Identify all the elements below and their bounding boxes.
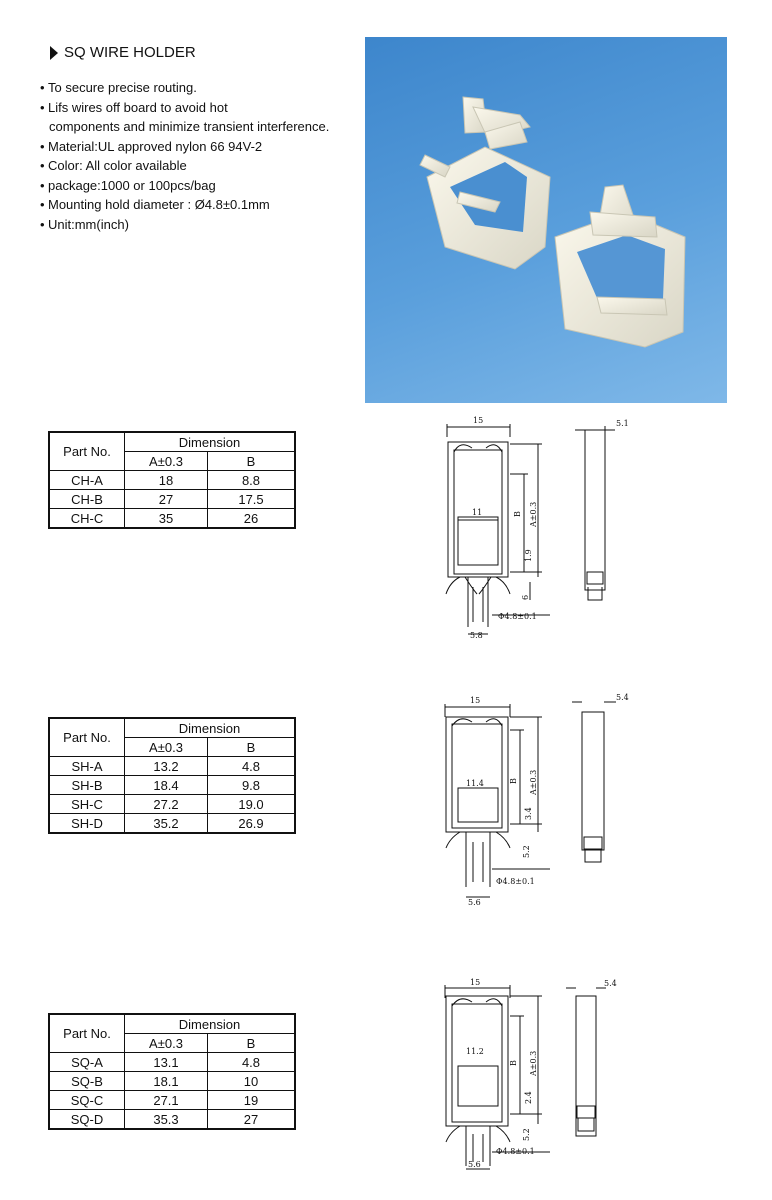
col-a-header: A±0.3	[125, 738, 208, 757]
dim-hole: Φ4.8±0.1	[496, 1147, 535, 1156]
feature-item: • Mounting hold diameter : Ø4.8±0.1mm	[40, 197, 270, 212]
wire-holder-illustration	[365, 37, 727, 403]
dim-peg: 5.2	[522, 845, 531, 858]
dim-inner: 11.2	[466, 1047, 484, 1056]
product-photo	[365, 37, 727, 403]
dim-a: A±0.3	[529, 501, 538, 527]
sh-dimension-table	[48, 717, 296, 834]
table-row: CH-A 18 8.8	[49, 471, 295, 490]
table-row: SH-A 13.2 4.8	[49, 757, 295, 776]
table-row: SQ-B 18.1 10	[49, 1072, 295, 1091]
col-b-header: B	[208, 452, 296, 471]
dim-gap: 1.9	[524, 549, 533, 562]
dim-base: 5.8	[470, 631, 483, 640]
dim-side: 5.4	[616, 693, 629, 702]
dimension-header: Dimension	[125, 718, 296, 738]
dim-inner: 11.4	[466, 779, 484, 788]
feature-item-continued: components and minimize transient interference.	[49, 119, 330, 134]
col-b-header: B	[208, 1034, 296, 1053]
dimension-header: Dimension	[125, 432, 296, 452]
col-b-header: B	[208, 738, 296, 757]
dim-b: B	[513, 511, 522, 517]
part-no-header: Part No.	[49, 432, 125, 471]
section-title-text: SQ WIRE HOLDER	[64, 44, 196, 61]
feature-item: • Unit:mm(inch)	[40, 216, 129, 232]
sq-technical-drawing	[430, 976, 650, 1196]
dim-base: 5.6	[468, 898, 481, 907]
dim-hole: Φ4.8±0.1	[498, 612, 537, 621]
dim-base: 5.6	[468, 1160, 481, 1169]
section-title	[50, 44, 196, 61]
feature-item: • To secure precise routing.	[40, 80, 197, 95]
dim-side: 5.4	[604, 979, 617, 988]
table-row: SH-C 27.2 19.0	[49, 795, 295, 814]
part-no-header: Part No.	[49, 718, 125, 757]
table-row: SH-B 18.4 9.8	[49, 776, 295, 795]
feature-item: • Color: All color available	[40, 158, 187, 173]
dim-a: A±0.3	[529, 1050, 538, 1076]
sq-dimension-table	[48, 1013, 296, 1130]
ch-dimension-table	[48, 431, 296, 529]
dim-width: 15	[470, 978, 481, 987]
sh-technical-drawing	[430, 692, 650, 922]
dim-b: B	[509, 778, 518, 784]
triangle-bullet-icon	[50, 46, 58, 60]
col-a-header: A±0.3	[125, 452, 208, 471]
dim-hole: Φ4.8±0.1	[496, 877, 535, 886]
dim-gap: 2.4	[524, 1091, 533, 1104]
col-a-header: A±0.3	[125, 1034, 208, 1053]
table-row: CH-B 27 17.5	[49, 490, 295, 509]
dim-gap: 3.4	[524, 807, 533, 820]
part-no-header: Part No.	[49, 1014, 125, 1053]
feature-item: • Material:UL approved nylon 66 94V-2	[40, 138, 263, 154]
dim-peg: 6	[521, 594, 530, 600]
dim-inner: 11	[472, 508, 483, 517]
dim-b: B	[509, 1060, 518, 1066]
table-row: SQ-D 35.3 27	[49, 1110, 295, 1130]
dim-width: 15	[473, 416, 484, 425]
table-row: CH-C 35 26	[49, 509, 295, 529]
ch-technical-drawing	[430, 412, 650, 642]
dimension-header: Dimension	[125, 1014, 296, 1034]
table-row: SQ-A 13.1 4.8	[49, 1053, 295, 1072]
dim-side: 5.1	[616, 419, 629, 428]
feature-item: • Lifs wires off board to avoid hot	[40, 99, 228, 115]
dim-width: 15	[470, 696, 481, 705]
dim-peg: 5.2	[522, 1128, 531, 1141]
feature-item: • package:1000 or 100pcs/bag	[40, 177, 216, 193]
table-row: SH-D 35.2 26.9	[49, 814, 295, 834]
table-row: SQ-C 27.1 19	[49, 1091, 295, 1110]
feature-list	[40, 78, 329, 234]
dim-a: A±0.3	[529, 769, 538, 795]
